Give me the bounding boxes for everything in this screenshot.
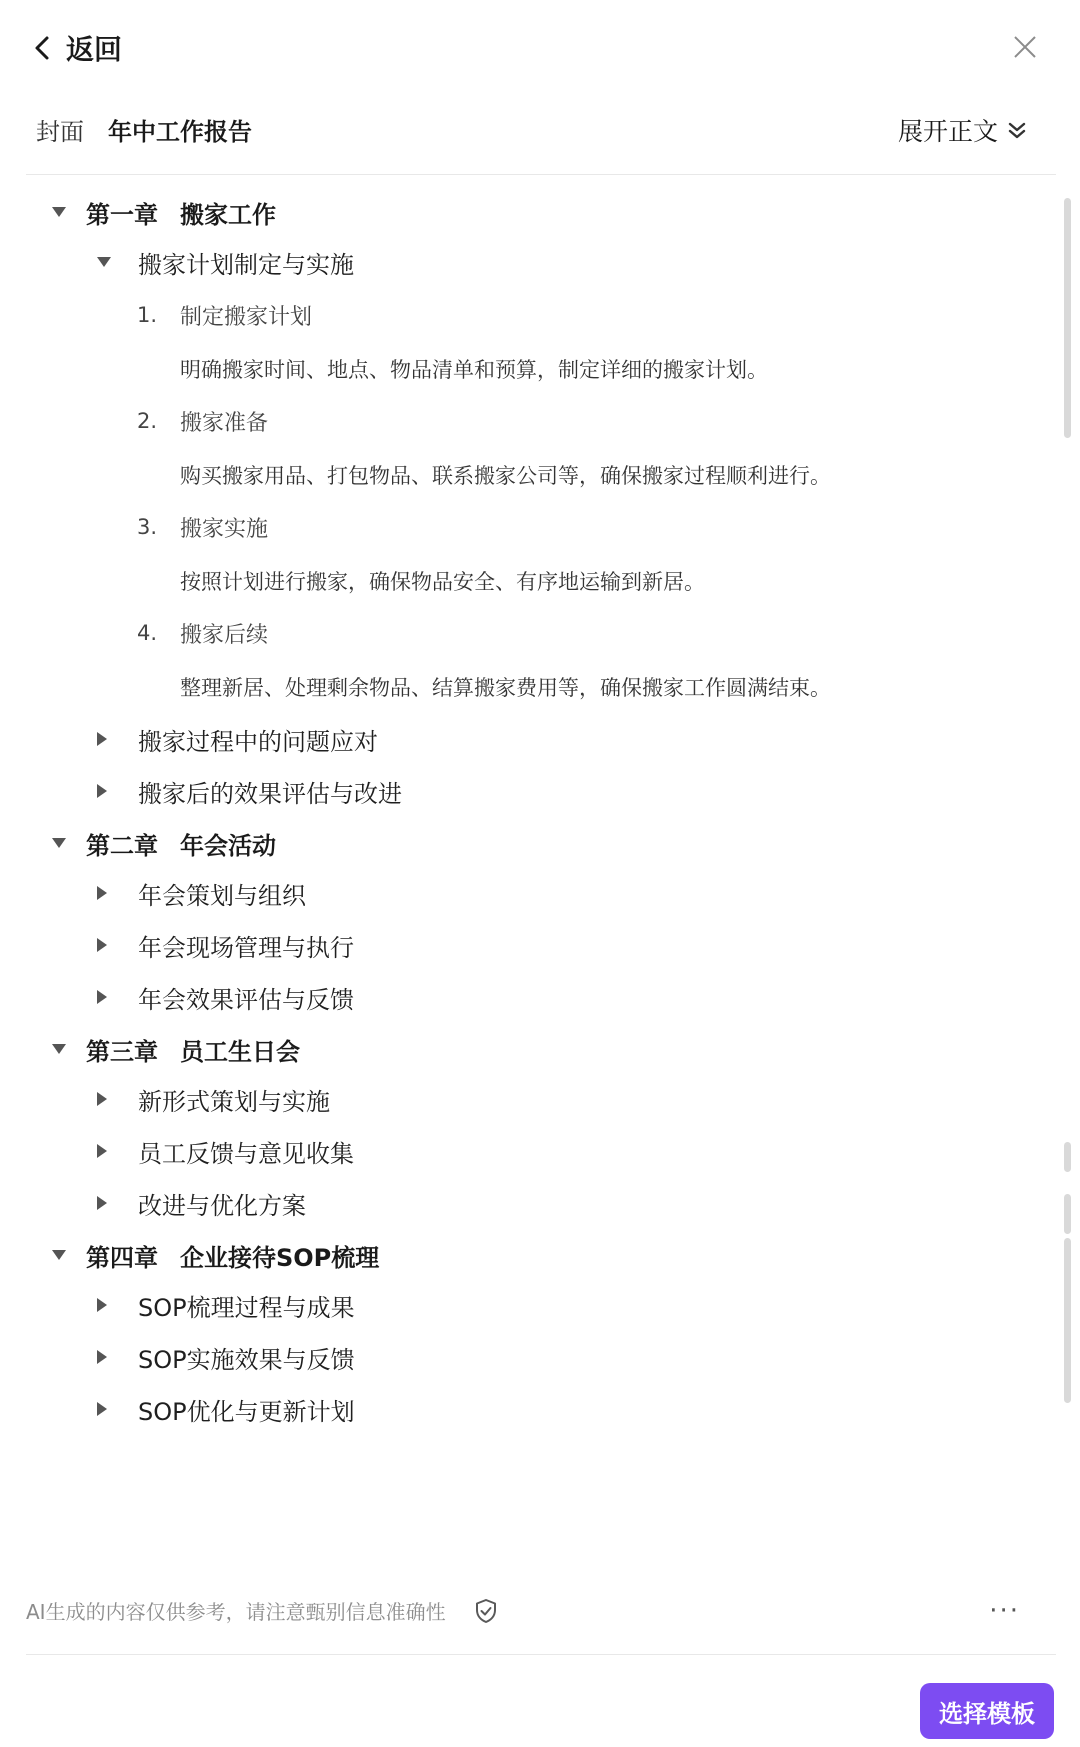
section-title: SOP梳理过程与成果 [138,1293,355,1322]
collapse-triangle-icon[interactable] [52,1250,66,1260]
expand-triangle-icon[interactable] [97,1092,107,1106]
item-title: 制定搬家计划 [180,304,313,330]
double-chevron-down-icon [1006,119,1028,141]
section-row[interactable] [0,968,1040,1026]
item-number: 1. [137,303,158,327]
expand-triangle-icon[interactable] [97,732,107,746]
header-divider [26,174,1056,175]
collapse-triangle-icon[interactable] [97,257,111,267]
item-number: 2. [137,409,158,433]
item-description [0,552,1040,610]
chapter-title: 搬家工作 [180,200,276,229]
expand-triangle-icon[interactable] [97,1144,107,1158]
collapse-triangle-icon[interactable] [52,207,66,217]
shield-check-icon[interactable] [472,1597,500,1625]
list-item [0,498,1040,556]
chapter-label: 第三章 [86,1037,158,1066]
section-row[interactable] [0,916,1040,974]
section-row[interactable] [0,1276,1040,1334]
expand-triangle-icon[interactable] [97,938,107,952]
section-title: 年会效果评估与反馈 [138,985,354,1014]
chapter-label: 第四章 [86,1243,158,1272]
section-title: 年会现场管理与执行 [138,933,354,962]
chapter-title: 企业接待SOP梳理 [180,1243,380,1272]
section-row[interactable] [0,710,1040,768]
expand-triangle-icon[interactable] [97,1402,107,1416]
expand-triangle-icon[interactable] [97,1298,107,1312]
section-title: 新形式策划与实施 [138,1087,330,1116]
chapter-label: 第一章 [86,200,158,229]
section-title: 搬家过程中的问题应对 [138,727,378,756]
section-row[interactable] [0,1174,1040,1232]
section-title: 搬家计划制定与实施 [138,250,354,279]
tab-cover[interactable]: 封面 [36,118,84,146]
item-title: 搬家实施 [180,516,269,542]
section-title: 年会策划与组织 [138,881,306,910]
section-row[interactable] [0,1380,1040,1438]
list-item [0,286,1040,344]
outline-tree [0,190,1040,1582]
section-row[interactable] [0,864,1040,922]
disclaimer-text: AI生成的内容仅供参考，请注意甄别信息准确性 [26,1600,446,1624]
footer-divider [26,1654,1056,1655]
section-row[interactable] [0,762,1040,820]
scrollbar[interactable] [1064,198,1071,1568]
expand-triangle-icon[interactable] [97,1350,107,1364]
section-row[interactable] [0,1070,1040,1128]
section-title: SOP实施效果与反馈 [138,1345,355,1374]
back-button[interactable] [30,28,122,68]
chapter-label: 第二章 [86,831,158,860]
expand-triangle-icon[interactable] [97,784,107,798]
tab-bar [36,112,252,147]
item-description [0,340,1040,398]
expand-body-button[interactable] [898,112,1028,148]
scrollbar-segment [1064,1238,1071,1403]
item-desc-text: 购买搬家用品、打包物品、联系搬家公司等，确保搬家过程顺利进行。 [180,464,831,488]
item-description [0,658,1040,716]
item-desc-text: 按照计划进行搬家，确保物品安全、有序地运输到新居。 [180,570,705,594]
section-row[interactable] [0,1328,1040,1386]
scrollbar-thumb[interactable] [1064,198,1071,438]
section-title: SOP优化与更新计划 [138,1397,355,1426]
list-item [0,604,1040,662]
more-options-button[interactable]: ··· [989,1596,1020,1626]
expand-triangle-icon[interactable] [97,990,107,1004]
section-row[interactable] [0,233,1040,291]
collapse-triangle-icon[interactable] [52,838,66,848]
section-title: 改进与优化方案 [138,1191,306,1220]
expand-triangle-icon[interactable] [97,886,107,900]
chapter-title: 员工生日会 [180,1037,300,1066]
item-description [0,446,1040,504]
close-icon[interactable] [1010,32,1040,62]
list-item [0,392,1040,450]
section-row[interactable] [0,1122,1040,1180]
item-title: 搬家后续 [180,622,269,648]
item-number: 4. [137,621,158,645]
back-label: 返回 [66,33,123,66]
expand-body-label: 展开正文 [897,117,998,146]
section-title: 搬家后的效果评估与改进 [138,779,402,808]
item-desc-text: 整理新居、处理剩余物品、结算搬家费用等，确保搬家工作圆满结束。 [180,676,831,700]
top-bar [0,0,1080,96]
chapter-title: 年会活动 [180,831,276,860]
collapse-triangle-icon[interactable] [52,1044,66,1054]
chevron-left-icon [30,33,56,63]
ai-disclaimer [26,1596,500,1625]
section-title: 员工反馈与意见收集 [138,1139,354,1168]
item-number: 3. [137,515,158,539]
scrollbar-segment [1064,1194,1071,1234]
tab-report[interactable]: 年中工作报告 [108,118,252,146]
expand-triangle-icon[interactable] [97,1196,107,1210]
item-title: 搬家准备 [180,410,269,436]
select-template-button[interactable]: 选择模板 [920,1683,1054,1739]
item-desc-text: 明确搬家时间、地点、物品清单和预算，制定详细的搬家计划。 [180,358,768,382]
scrollbar-segment [1064,1142,1071,1172]
